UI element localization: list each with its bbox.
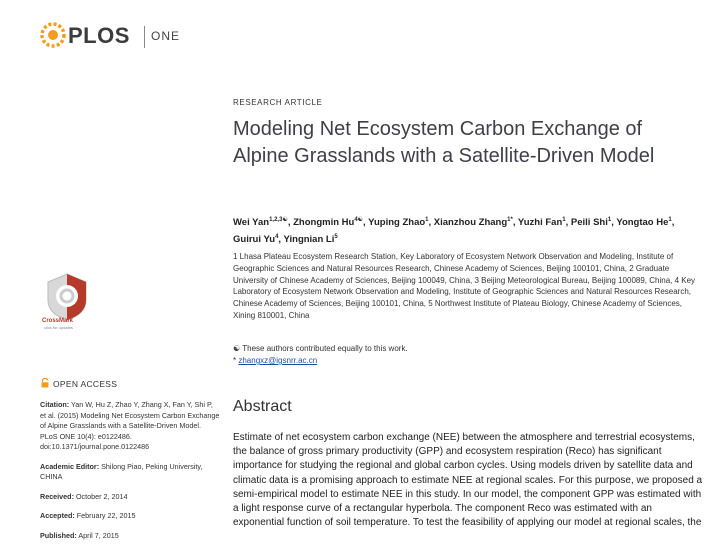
received-date: October 2, 2014: [75, 491, 128, 501]
accepted-date: February 22, 2015: [76, 511, 136, 520]
article-type: RESEARCH ARTICLE: [233, 98, 323, 107]
abstract-text: Estimate of net ecosystem carbon exchange (NEE) between the atmosphere and terrestrial ecosystems, the balance of gross primary productivity (GPP) and ecosystem respiration (Reco) has significant importance for studying the regional and global carbon cycles. Using models driven by satellite data and climatic data is a promising approach to estimate NEE at regional scales. For this purpose, we proposed a semi-empirical model to estimate NEE in this study. In our model, the component GPP was estimated with a light response curve of a rectangular hyperbola. The component Reco was estimated with an exponential function of soil temperature. To test the feasibility of applying our model at regional scales, the: [233, 432, 703, 529]
author-name: Peili Shi$^1$: [570, 217, 612, 229]
citation-text: Yan W, Hu Z, Zhao Y, Zhang X, Fan Y, Shi P, et al. (2015) Modeling Net Ecosystem Carbon Exchange of Alpine Grasslands with a Satellite-Driven Model. PLoS ONE 10(4): e0122486. doi:10.1371/journal.pone.0122486: [40, 400, 220, 451]
article-title: Modeling Net Ecosystem Carbon Exchange of Alpine Grasslands with a Satellite-Driven Model: [233, 118, 655, 167]
received-block: [40, 492, 220, 503]
citation-label: Citation:: [40, 400, 70, 409]
editor-text: Shilong Piao, Peking University, CHINA: [40, 461, 203, 481]
editor-label: Academic Editor:: [40, 461, 100, 471]
plos-one-logo: [40, 20, 180, 54]
author-affiliation-marker: 1: [607, 217, 612, 223]
affiliations: 1 Lhasa Plateau Ecosystem Research Station, Key Laboratory of Ecosystem Network Observation and Modeling, Institute of Geographic Sciences and Natural Resources Research, Chinese Academy of Sciences, Beijing 100101, China, 2 Graduate University of Chinese Academy of Sciences, Beijing 100049, China, 3 Beijing Meteorological Bureau, Beijing 100089, China, 4 Key Laboratory of Ecosystem Network Observation and Modeling, Institute of Geographic Sciences and Natural Resources Research, Chinese Academy of Sciences, Beijing 100101, China, 5 Northwest Institute of Plateau Biology, Chinese Academy of Sciences, Xining 810001, China: [233, 252, 696, 320]
accepted-block: [40, 511, 220, 522]
author-notes: [233, 343, 693, 367]
author-affiliation-marker: 4☯: [354, 217, 364, 223]
author-affiliation-marker: 1: [562, 217, 566, 223]
author-name: Guirui Yu$^4$: [233, 234, 279, 246]
crossmark-icon[interactable]: [42, 270, 92, 322]
author-affiliation-marker: 4: [275, 234, 279, 241]
author-affiliation-marker: 5: [334, 234, 338, 241]
author-name: Wei Yan$^{1,2,3☯}$: [233, 217, 288, 229]
accepted-label: Accepted:: [40, 511, 75, 520]
published-label: Published:: [40, 530, 77, 540]
open-access-label: OPEN ACCESS: [53, 379, 118, 389]
journal-name: ONE: [151, 29, 181, 43]
logo-separator: [144, 26, 145, 48]
open-access-badge: [40, 378, 230, 389]
open-lock-icon: [40, 378, 50, 388]
article-info-sidebar: [40, 400, 220, 550]
corresponding-email-link[interactable]: zhangxz@igsnrr.ac.cn: [238, 356, 318, 365]
abstract-heading: Abstract: [233, 398, 292, 415]
author-name: Yuzhi Fan$^1$: [517, 217, 566, 229]
author-affiliation-marker: 1: [425, 217, 429, 223]
author-affiliation-marker: 1: [668, 217, 672, 223]
editor-block: [40, 462, 220, 483]
equal-contribution-note: ☯ These authors contributed equally to this work.: [233, 344, 408, 353]
author-name: Yuping Zhao$^1$: [368, 217, 429, 229]
author-name: Zhongmin $Hu^{4☯}$: [293, 217, 364, 229]
published-block: [40, 531, 220, 542]
author-name: Xianzhou Zhang$^{1*}$: [433, 217, 513, 229]
corresponding-author: [233, 355, 693, 367]
author-name: Yongtao He$^1$: [616, 217, 672, 229]
citation-block: [40, 400, 220, 453]
plos-logo-icon: [40, 20, 66, 50]
author-list: Wei Yan$^{1,2,3☯}$, Zhongmin $Hu^{4☯}$, Yuping Zhao$^1$, Xianzhou Zhang$^{1*}$, Yuzhi Fan$^1$, Peili Shi$^1$, Yongtao He$^1$, Guirui Yu$^4$, Yingnian Li$^5$: [233, 217, 675, 246]
received-label: Received:: [40, 491, 74, 501]
plos-wordmark: PLOS: [68, 23, 130, 48]
author-name: Yingnian Li$^5$: [283, 234, 338, 246]
crossmark-sublabel[interactable]: click for updates: [44, 325, 73, 330]
crossmark-label[interactable]: CrossMark: [42, 318, 74, 324]
corresponding-mark: *: [233, 356, 237, 365]
author-affiliation-marker: 1,2,3☯: [269, 217, 288, 223]
author-affiliation-marker: 1*: [507, 217, 513, 223]
published-date: April 7, 2015: [78, 530, 119, 540]
